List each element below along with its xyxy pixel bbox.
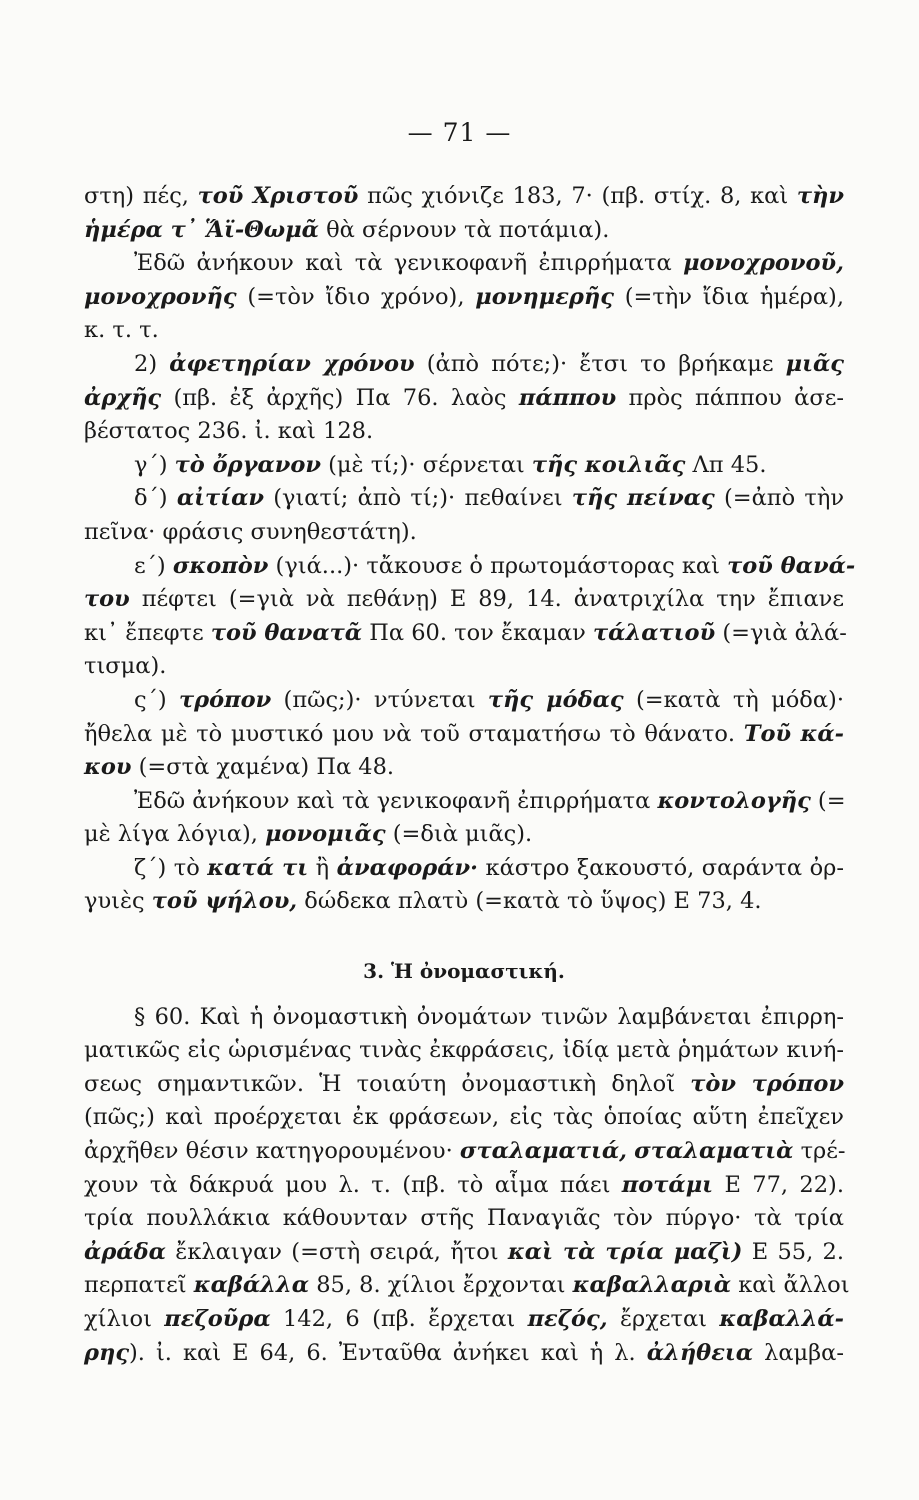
text-line — [84, 247, 844, 281]
text-segment: κι᾽ ἔπεφτε — [84, 619, 211, 646]
text-segment: γ΄) — [134, 451, 175, 478]
text-line — [84, 449, 844, 483]
text-segment: ἢ — [308, 854, 337, 881]
text-segment: Ε 77, 22). — [713, 1171, 844, 1198]
text-segment: πρὸς πάππου ἀσε- — [616, 384, 844, 411]
text-segment: Πα 60. τον ἔκαμαν — [362, 619, 593, 646]
text-line — [84, 214, 844, 248]
text-segment: τρέ- — [793, 1138, 846, 1165]
text-segment: (πῶς;)· ντύνεται — [271, 686, 488, 713]
text-segment: θὰ σέρνουν τὰ ποτάμια). — [318, 216, 610, 243]
emphasized-term: πάππου — [518, 384, 617, 411]
text-segment: (πῶς;) καὶ προέρχεται ἐκ φράσεων, εἰς τὰς ὁποίας αὕτη ἐπεῖχεν — [84, 1104, 844, 1131]
emphasized-term: καβαλλαριὰ — [572, 1272, 732, 1299]
emphasized-term: ρης — [84, 1339, 130, 1366]
text-segment: Ε 55, 2. — [742, 1238, 845, 1265]
emphasized-term: τὸ ὄργανον — [174, 451, 321, 478]
text-line — [84, 1169, 844, 1203]
text-segment: τισμα). — [84, 653, 167, 680]
text-line — [84, 180, 844, 214]
emphasized-term: πεζός, — [527, 1306, 608, 1332]
text-segment: καὶ ἄλλοι — [731, 1272, 850, 1299]
emphasized-term: σταλαματιά, — [459, 1138, 627, 1165]
text-line — [84, 617, 847, 651]
text-line — [84, 281, 844, 315]
emphasized-term: ἡμέρα τ᾽ Ἅϊ-Θωμᾶ — [84, 216, 319, 243]
section-heading: 3. Ἡ ὀνομαστική. — [363, 959, 565, 984]
text-segment: τρία πουλλάκια κάθουνταν στῆς Παναγιᾶς τὸν πύργο· τὰ τρία — [84, 1205, 844, 1232]
text-segment: χίλιοι — [84, 1306, 165, 1332]
text-segment: ). ἰ. καὶ Ε 64, 6. Ἐνταῦθα ἀνήκει καὶ ἡ λ. — [129, 1339, 647, 1366]
text-segment: 2) — [134, 350, 170, 377]
text-line — [84, 751, 844, 785]
text-segment: γυιὲς — [84, 888, 152, 915]
emphasized-term: αἰτίαν — [176, 485, 264, 512]
text-segment: πέφτει (=γιὰ νὰ πεθάνῃ) Ε 89, 14. ἀνατριχίλα την ἔπιανε — [129, 586, 844, 613]
emphasized-term: τοῦ ψήλου, — [151, 888, 298, 915]
text-line — [84, 1034, 844, 1068]
emphasized-term: τὴν — [796, 183, 844, 209]
text-segment: βέστατος 236. ἰ. καὶ 128. — [84, 418, 374, 445]
text-segment: μὲ λίγα λόγια), — [84, 821, 266, 848]
text-segment: ἔκλαιγαν (=στὴ σειρά, ἤτοι — [165, 1238, 508, 1265]
text-segment: § 60. Καὶ ἡ ὀνομαστικὴ ὀνομάτων τινῶν λαμβάνεται ἐπιρρη- — [134, 1003, 844, 1030]
text-line — [84, 785, 844, 819]
emphasized-term: μονομιᾶς — [265, 821, 386, 848]
emphasized-term: μονοχρονοῦ, — [683, 250, 844, 277]
text-line — [84, 1001, 844, 1035]
text-segment: ἔρχεται — [607, 1306, 720, 1332]
emphasized-term: καβαλλά- — [719, 1306, 844, 1332]
emphasized-term: πεζοῦρα — [164, 1306, 271, 1332]
text-segment: ζ΄) τὸ — [134, 854, 208, 881]
emphasized-term: Τοῦ κά- — [743, 720, 844, 747]
emphasized-term: καβάλλα — [193, 1272, 310, 1299]
text-segment: (=στὰ χαμένα) Πα 48. — [131, 754, 395, 781]
emphasized-term: τῆς πείνας — [571, 485, 715, 512]
text-segment: δώδεκα πλατὺ (=κατὰ τὸ ὕψος) Ε 73, 4. — [297, 888, 762, 915]
text-segment: (= — [810, 787, 846, 814]
page-number: — 71 — — [407, 118, 512, 147]
emphasized-term: τοῦ θανά- — [727, 552, 856, 579]
emphasized-term: ἀλήθεια — [646, 1339, 754, 1366]
text-segment: περπατεῖ — [84, 1272, 194, 1299]
text-line — [84, 415, 844, 449]
text-segment: Ἐδῶ ἀνήκουν καὶ τὰ γενικοφανῆ ἐπιρρήματα — [134, 787, 658, 814]
text-line — [84, 314, 844, 348]
text-line — [84, 885, 844, 919]
emphasized-term: ἀναφοράν· — [336, 854, 478, 881]
text-segment: (γιά...)· τἄκουσε ὁ πρωτομάστορας καὶ — [268, 552, 728, 579]
emphasized-term: κατά τι — [207, 854, 309, 881]
text-line — [84, 1101, 844, 1135]
emphasized-term: μιᾶς — [785, 350, 844, 377]
text-line — [84, 684, 844, 718]
text-line — [84, 1236, 844, 1270]
emphasized-term: τοῦ Χριστοῦ — [197, 183, 359, 209]
emphasized-term: κοντολογῆς — [657, 787, 811, 814]
text-line — [84, 718, 844, 752]
text-segment: σεως σημαντικῶν. Ἡ τοιαύτη ὀνομαστικὴ δηλοῖ — [84, 1070, 691, 1097]
text-segment: ς΄) — [134, 686, 179, 713]
text-line — [84, 516, 844, 550]
emphasized-term: τῆς μόδας — [487, 686, 624, 713]
text-line — [84, 382, 844, 416]
text-line — [84, 1202, 844, 1236]
text-line — [84, 348, 844, 382]
text-line — [84, 1269, 850, 1303]
text-segment: ἀρχῆθεν θέσιν κατηγορουμένου· — [84, 1138, 460, 1165]
text-segment: κάστρο ξακουστό, σαράντα ὀρ- — [478, 854, 844, 881]
text-segment: (=τὸν ἴδιο χρόνο), — [236, 283, 476, 310]
text-line — [84, 1303, 844, 1337]
emphasized-term: σκοπὸν — [172, 552, 269, 579]
emphasized-term: ποτάμι — [621, 1171, 714, 1198]
text-segment: ἤθελα μὲ τὸ μυστικό μου νὰ τοῦ σταματήσω τὸ θάνατο. — [84, 720, 744, 747]
text-line — [84, 583, 844, 617]
emphasized-term: ἀράδα — [84, 1238, 166, 1265]
text-line — [84, 650, 844, 684]
emphasized-term: μονημερῆς — [475, 283, 614, 310]
text-segment: πεῖνα· φράσις συνηθεστάτη). — [84, 518, 417, 545]
text-segment: (=ἀπὸ τὴν — [714, 485, 844, 512]
text-segment: δ΄) — [134, 485, 177, 512]
emphasized-term: ἀρχῆς — [84, 384, 162, 411]
text-segment: (γιατί; ἀπὸ τί;)· πεθαίνει — [264, 485, 572, 512]
text-line — [84, 852, 844, 886]
body-text — [84, 180, 856, 1370]
text-segment: Ἐδῶ ἀνήκουν καὶ τὰ γενικοφανῆ ἐπιρρήματα — [134, 250, 684, 277]
text-segment: 85, 8. χίλιοι ἔρχονται — [309, 1272, 573, 1299]
text-line — [84, 1337, 844, 1371]
text-line — [84, 1068, 844, 1102]
text-segment: (=γιὰ ἀλά- — [715, 619, 847, 646]
emphasized-term: ἀφετηρίαν χρόνου — [169, 350, 415, 377]
text-segment: (=κατὰ τὴ μόδα)· — [623, 686, 844, 713]
text-line — [84, 1135, 844, 1169]
text-segment: λαμβα- — [753, 1339, 844, 1366]
text-segment: (ἀπὸ πότε;)· ἔτσι το βρήκαμε — [414, 350, 786, 377]
emphasized-term: τῆς κοιλιᾶς — [531, 451, 686, 478]
text-line — [84, 482, 844, 516]
emphasized-term: τὸν τρόπον — [690, 1070, 844, 1097]
emphasized-term: μονοχρονῆς — [84, 283, 237, 310]
text-segment: (πβ. ἐξ ἀρχῆς) Πα 76. λαὸς — [161, 384, 519, 411]
text-segment: στη) πές, — [84, 183, 198, 209]
text-segment: χουν τὰ δάκρυά μου λ. τ. (πβ. τὸ αἷμα πάει — [84, 1171, 622, 1198]
text-segment: πῶς χιόνιζε 183, 7· (πβ. στίχ. 8, καὶ — [358, 183, 797, 209]
text-segment: κ. τ. τ. — [84, 317, 159, 344]
emphasized-term: κου — [84, 754, 132, 781]
emphasized-term: σταλαματιὰ — [634, 1138, 794, 1165]
text-segment: (=τὴν ἴδια ἡμέρα), — [613, 283, 844, 310]
text-line — [84, 818, 844, 852]
emphasized-term: τάλατιοῦ — [592, 619, 716, 646]
emphasized-term: τοῦ θανατᾶ — [210, 619, 363, 646]
text-segment: Λπ 45. — [685, 451, 767, 478]
emphasized-term: τρόπον — [178, 686, 272, 713]
text-segment: 142, 6 (πβ. ἔρχεται — [270, 1306, 528, 1332]
text-segment: ματικῶς εἰς ὡρισμένας τινὰς ἐκφράσεις, ἰδίᾳ μετὰ ῥημάτων κινή- — [84, 1037, 844, 1064]
text-segment: ε΄) — [134, 552, 173, 579]
emphasized-term: του — [84, 586, 130, 613]
text-segment: (μὲ τί;)· σέρνεται — [321, 451, 532, 478]
text-segment: (=διὰ μιᾶς). — [385, 821, 533, 848]
emphasized-term: καὶ τὰ τρία μαζὶ) — [507, 1238, 743, 1265]
text-line — [84, 550, 856, 584]
